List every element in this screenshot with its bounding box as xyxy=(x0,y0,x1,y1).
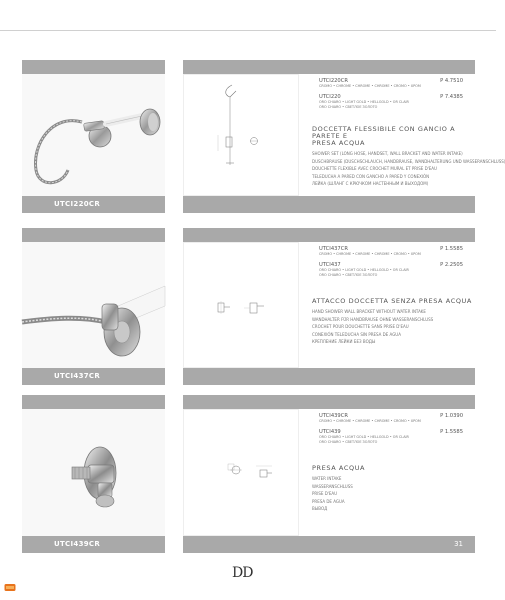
photo-top-bar xyxy=(22,60,165,74)
product-photo xyxy=(22,242,165,368)
product-info xyxy=(299,242,475,346)
product-title: PRESA ACQUA xyxy=(312,139,366,147)
product-title: DOCCETTA FLESSIBILE CON GANCIO A PARETE E xyxy=(312,125,456,140)
finish-desc: ORO CHIARO • СВЕТЛОЕ ЗОЛОТО xyxy=(319,273,378,277)
product-label: UTCI439CR xyxy=(22,536,165,553)
photo-column xyxy=(22,228,165,385)
translation: PRISE D'EAU xyxy=(312,491,338,496)
product-price: P 2.2505 xyxy=(440,262,463,268)
product-title: ATTACCO DOCCETTA SENZA PRESA ACQUA xyxy=(312,297,472,305)
translation: SHOWER SET (LONG HOSE, HANDSET, WALL BRACKET AND WATER INTAKE) xyxy=(312,151,463,156)
product-label: UTCI437CR xyxy=(22,368,165,385)
product-code: UTCI439CR xyxy=(319,413,348,419)
product-code: UTCI439 xyxy=(319,429,341,435)
wall-bracket-photo xyxy=(22,242,165,368)
top-rule xyxy=(0,30,496,31)
technical-drawing xyxy=(183,242,299,368)
brand-logo: DD xyxy=(232,565,253,581)
translation: КРЕПЛЕНИЕ ЛЕЙКИ БЕЗ ВОДЫ xyxy=(312,339,376,344)
product-label: UTCI220CR xyxy=(22,196,165,213)
translation: HAND SHOWER WALL BRACKET WITHOUT WATER INTAKE xyxy=(312,309,426,314)
product-price: P 1.0390 xyxy=(440,413,463,419)
product-code: UTCI220CR xyxy=(319,78,348,84)
detail-top-bar xyxy=(183,60,475,74)
bottom-band xyxy=(183,368,475,385)
product-photo xyxy=(22,409,165,536)
product-price: P 1.5585 xyxy=(440,246,463,252)
drawing-shower-set xyxy=(184,75,298,195)
translation: DUSCHBRAUSE (DUSCHSCHLAUCH, HANDBRAUSE, WANDHALTERUNG UND WASSERANSCHLUSS) xyxy=(312,158,505,164)
finish-desc: CROMO • CHROME • CHROME • CHROME • CROMO • ХРОМ xyxy=(319,252,421,256)
finish-desc: CROMO • CHROME • CHROME • CHROME • CROMO • ХРОМ xyxy=(319,84,421,88)
page-number: 31 xyxy=(454,540,463,548)
translation: CONEXIÓN TELEDUCHA SIN PRESA DE AGUA xyxy=(312,331,401,337)
bottom-band xyxy=(183,536,475,553)
translation: WANDHALTER FÜR HANDBRAUSE OHNE WASSERANSCHLUSS xyxy=(312,316,434,322)
drawing-water-intake xyxy=(184,410,298,535)
translation: TELEDUCHA A PARED CON GANCHO A PARED Y CONEXIÓN xyxy=(312,173,430,179)
detail-top-bar xyxy=(183,228,475,242)
product-code: UTCI437 xyxy=(319,262,341,268)
product-price: P 1.5585 xyxy=(440,429,463,435)
drawing-wall-bracket xyxy=(184,243,298,367)
finish-desc: ORO CHIARO • СВЕТЛОЕ ЗОЛОТО xyxy=(319,440,378,444)
product-info xyxy=(299,74,505,188)
finish-desc: ORO CHIARO • LIGHT GOLD • HELLGOLD • OR CLAIR xyxy=(319,268,409,272)
photo-top-bar xyxy=(22,228,165,242)
translation: WATER INTAKE xyxy=(312,476,342,481)
detail-top-bar xyxy=(183,395,475,409)
finish-desc: ORO CHIARO • СВЕТЛОЕ ЗОЛОТО xyxy=(319,105,378,109)
bottom-band xyxy=(183,196,475,213)
photo-top-bar xyxy=(22,395,165,409)
product-photo xyxy=(22,74,165,196)
finish-desc: CROMO • CHROME • CHROME • CHROME • CROMO • ХРОМ xyxy=(319,419,421,423)
photo-column xyxy=(22,60,165,213)
translation: DOUCHETTE FLEXIBLE AVEC CROCHET MURAL ET PRISE D'EAU xyxy=(312,166,437,171)
product-title: PRESA ACQUA xyxy=(312,464,366,472)
finish-desc: ORO CHIARO • LIGHT GOLD • HELLGOLD • OR CLAIR xyxy=(319,435,409,439)
technical-drawing xyxy=(183,409,299,536)
detail-column xyxy=(183,60,505,186)
product-code: UTCI220 xyxy=(319,94,341,100)
translation: PRESA DE AGUA xyxy=(312,498,345,504)
detail-column xyxy=(183,395,475,548)
finish-desc: ORO CHIARO • LIGHT GOLD • HELLGOLD • OR CLAIR xyxy=(319,100,409,104)
shower-set-photo xyxy=(22,74,165,196)
photo-column xyxy=(22,395,165,553)
translation: ЛЕЙКА (ШЛАНГ С КРЮЧКОМ НАСТЕННЫМ И ВЫХОДОМ) xyxy=(312,181,429,186)
product-info xyxy=(299,409,475,513)
stamp-icon xyxy=(4,583,16,592)
translation: CROCHET POUR DOUCHETTE SANS PRISE D'EAU xyxy=(312,324,409,329)
product-code: UTCI437CR xyxy=(319,246,348,252)
translation: WASSERANSCHLUSS xyxy=(312,483,353,489)
translation: ВЫВОД xyxy=(312,506,328,511)
water-intake-photo xyxy=(22,409,165,536)
detail-column xyxy=(183,228,475,344)
technical-drawing xyxy=(183,74,299,196)
product-price: P 7.4385 xyxy=(440,94,463,100)
product-price: P 4.7510 xyxy=(440,78,463,84)
